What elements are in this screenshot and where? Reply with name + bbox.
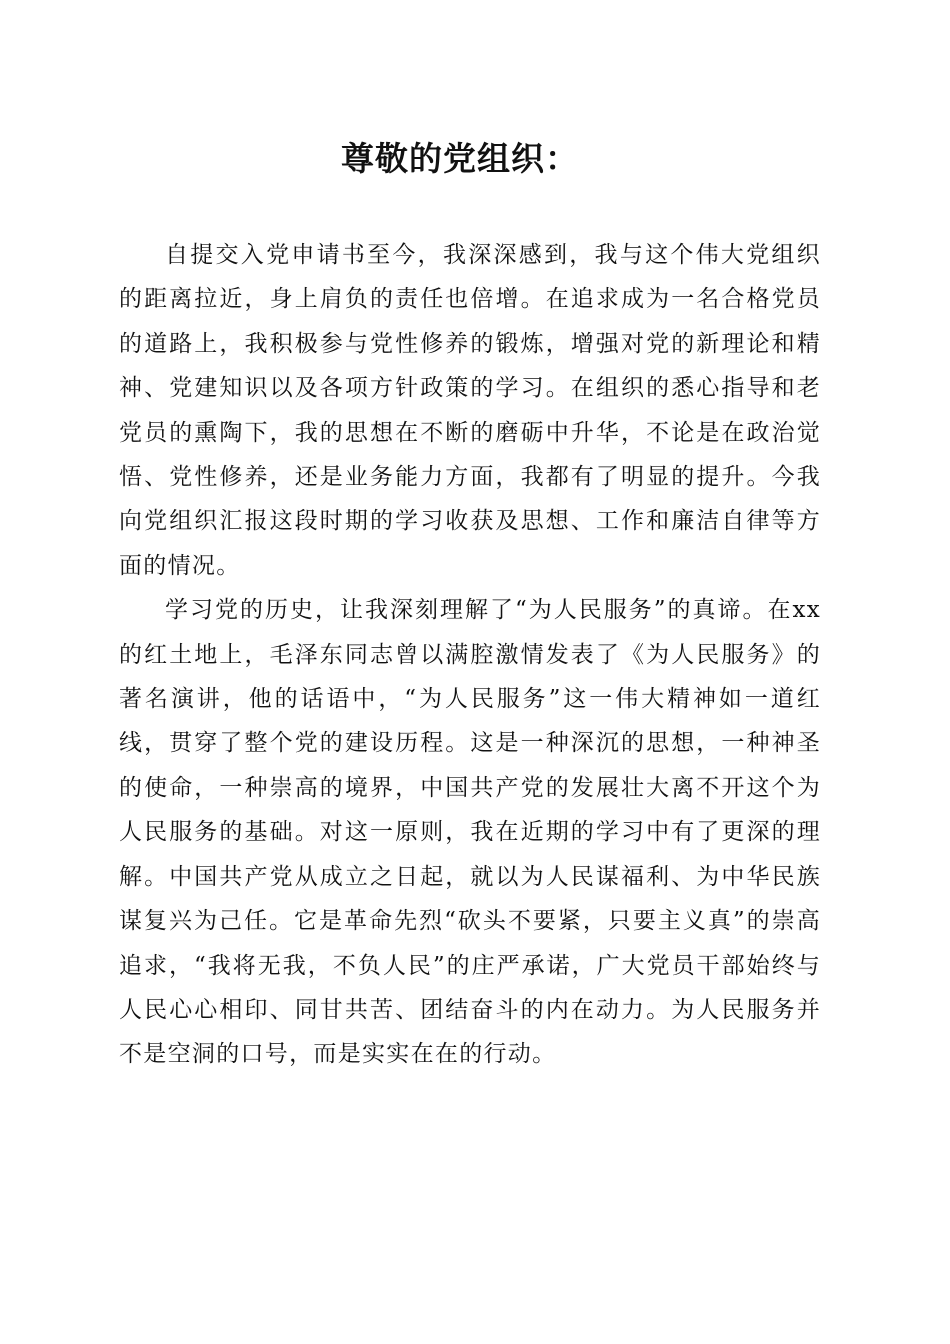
document-body <box>119 233 821 1077</box>
paragraph-2: 学习党的历史，让我深刻理解了“为人民服务”的真谛。在xx的红土地上，毛泽东同志曾以满腔激情发表了《为人民服务》的著名演讲，他的话语中，“为人民服务”这一伟大精神如一道红线，贯穿了整个党的建设历程。这是一种深沉的思想，一种神圣的使命，一种崇高的境界，中国共产党的发展壮大离不开这个为人民服务的基础。对这一原则，我在近期的学习中有了更深的理解。中国共产党从成立之日起，就以为人民谋福利、为中华民族谋复兴为己任。它是革命先烈“砍头不要紧，只要主义真”的崇高追求，“我将无我，不负人民”的庄严承诺，广大党员干部始终与人民心心相印、同甘共苦、团结奋斗的内在动力。为人民服务并不是空洞的口号，而是实实在在的行动。 <box>119 597 821 1068</box>
paragraph-1: 自提交入党申请书至今，我深深感到，我与这个伟大党组织的距离拉近，身上肩负的责任也倍增。在追求成为一名合格党员的道路上，我积极参与党性修养的锻炼，增强对党的新理论和精神、党建知识以及各项方针政策的学习。在组织的悉心指导和老党员的熏陶下，我的思想在不断的磨砺中升华，不论是在政治觉悟、党性修养，还是业务能力方面，我都有了明显的提升。今我向党组织汇报这段时期的学习收获及思想、工作和廉洁自律等方面的情况。 <box>119 242 821 579</box>
document-title: 尊敬的党组织： <box>341 139 579 178</box>
